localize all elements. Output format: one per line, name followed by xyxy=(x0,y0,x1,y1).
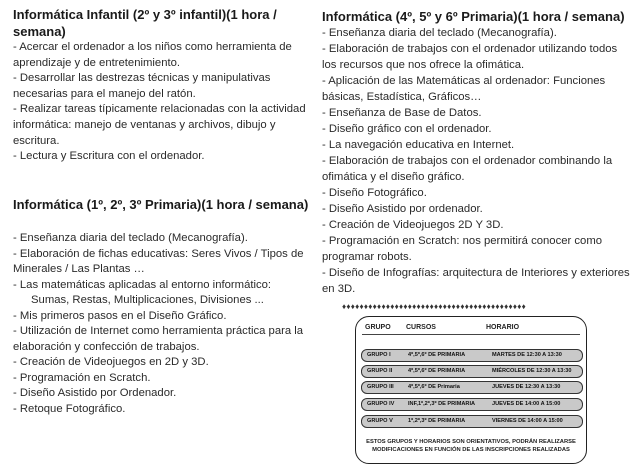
list-item: - Utilización de Internet como herramienta práctica para la elaboración y confección de trabajos. xyxy=(13,325,304,353)
row-time: MIÉRCOLES DE 12:30 A 13:30 xyxy=(492,368,572,374)
row-time: VIERNES DE 14:00 A 15:00 xyxy=(492,418,563,424)
list-item: - Elaboración de fichas educativas: Seres Vivos / Tipos de Minerales / Las Plantas … xyxy=(13,247,304,275)
primaria456-list xyxy=(322,25,632,297)
list-item: - Acercar el ordenador a los niños como herramienta de aprendizaje y de entretenimiento. xyxy=(13,41,292,69)
list-item: - Enseñanza de Base de Datos. xyxy=(322,107,482,119)
row-time: JUEVES DE 14:00 A 15:00 xyxy=(492,401,561,407)
row-group: GRUPO II xyxy=(367,368,393,374)
list-item: Sumas, Restas, Multiplicaciones, Divisiones ... xyxy=(31,294,264,306)
list-item: - Desarrollar las destrezas técnicas y manipulativas necesarias para el manejo del ratón. xyxy=(13,72,271,100)
row-courses: 4º,5º,6º DE PRIMARIA xyxy=(408,352,466,358)
row-group: GRUPO V xyxy=(367,418,393,424)
header-courses: CURSOS xyxy=(406,324,436,331)
table-row xyxy=(361,398,583,411)
list-item: - Enseñanza diaria del teclado (Mecanografía). xyxy=(13,232,248,244)
list-item: - Lectura y Escritura con el ordenador. xyxy=(13,150,205,163)
row-group: GRUPO IV xyxy=(367,401,395,407)
header-time: HORARIO xyxy=(486,324,520,331)
row-group: GRUPO III xyxy=(367,384,394,390)
infantil-section xyxy=(13,6,313,165)
list-item: - Programación en Scratch: nos permitirá conocer como programar robots. xyxy=(322,235,603,263)
row-courses: 1º,2º,3º DE PRIMARIA xyxy=(408,418,466,424)
table-row xyxy=(361,365,583,378)
row-courses: 4º,5º,6º DE Primaria xyxy=(408,384,460,390)
row-courses: 4º,5º,6º DE PRIMARIA xyxy=(408,368,466,374)
list-item: - Diseño gráfico con el ordenador. xyxy=(322,123,492,135)
table-row xyxy=(361,349,583,362)
list-item: - Diseño de Infografías: arquitectura de Interiores y exteriores en 3D. xyxy=(322,267,630,295)
primaria123-heading: Informática (1º, 2º, 3º Primaria)(1 hora / semana) xyxy=(13,197,309,212)
schedule-table xyxy=(355,316,587,464)
list-item: - Las matemáticas aplicadas al entorno informático: xyxy=(13,278,272,291)
list-item: - Creación de Videojuegos 2D Y 3D. xyxy=(322,219,504,231)
row-group: GRUPO I xyxy=(367,352,391,358)
list-item: - Aplicación de las Matemáticas al ordenador: Funciones básicas, Estadística, Gráficos… xyxy=(322,75,606,103)
list-item: - Diseño Asistido por Ordenador. xyxy=(13,387,177,399)
note-line: ESTOS GRUPOS Y HORARIOS SON ORIENTATIVOS, PODRÁN REALIZARSE xyxy=(366,439,576,445)
list-item: - Diseño Asistido por ordenador. xyxy=(322,203,483,215)
list-item: - Enseñanza diaria del teclado (Mecanografía). xyxy=(322,27,557,39)
table-row xyxy=(361,415,583,428)
schedule-note xyxy=(356,438,586,454)
primaria456-heading: Informática (4º, 5º y 6º Primaria)(1 hora / semana) xyxy=(322,9,625,24)
list-item: - Elaboración de trabajos con el ordenador combinando la ofimática y el diseño gráfico. xyxy=(322,155,613,183)
list-item: - Retoque Fotográfico. xyxy=(13,402,126,415)
table-row xyxy=(361,381,583,394)
infantil-heading: Informática Infantil (2º y 3º infantil)(1 hora / semana) xyxy=(13,7,277,39)
header-group: GRUPO xyxy=(365,324,391,331)
list-item: - La navegación educativa en Internet. xyxy=(322,139,515,151)
primaria123-list xyxy=(13,231,313,417)
header-divider xyxy=(362,334,580,335)
list-item: - Mis primeros pasos en el Diseño Gráfico. xyxy=(13,309,227,322)
infantil-list xyxy=(13,40,313,165)
row-time: MARTES DE 12:30 A 13:30 xyxy=(492,352,562,358)
row-courses: INF,1º,2º,3º DE PRIMARIA xyxy=(408,401,476,407)
diamond-divider: ♦♦♦♦♦♦♦♦♦♦♦♦♦♦♦♦♦♦♦♦♦♦♦♦♦♦♦♦♦♦♦♦♦♦♦♦♦♦♦♦♦♦ xyxy=(342,302,527,311)
primaria123-section xyxy=(13,231,313,417)
note-line: MODIFICACIONES EN FUNCIÓN DE LAS INSCRIPCIONES REALIZADAS xyxy=(372,447,570,453)
list-item: - Realizar tareas típicamente relacionadas con la actividad informática: manejo de ventanas y archivos, dibujo y escritura. xyxy=(13,103,306,147)
primaria456-section xyxy=(322,8,632,297)
list-item: - Programación en Scratch. xyxy=(13,371,151,384)
list-item: - Elaboración de trabajos con el ordenador utilizando todos los recursos que nos ofrece la ofimática. xyxy=(322,43,618,71)
list-item: - Diseño Fotográfico. xyxy=(322,187,427,199)
row-time: JUEVES DE 12:30 A 13:30 xyxy=(492,384,561,390)
list-item: - Creación de Videojuegos en 2D y 3D. xyxy=(13,356,209,368)
